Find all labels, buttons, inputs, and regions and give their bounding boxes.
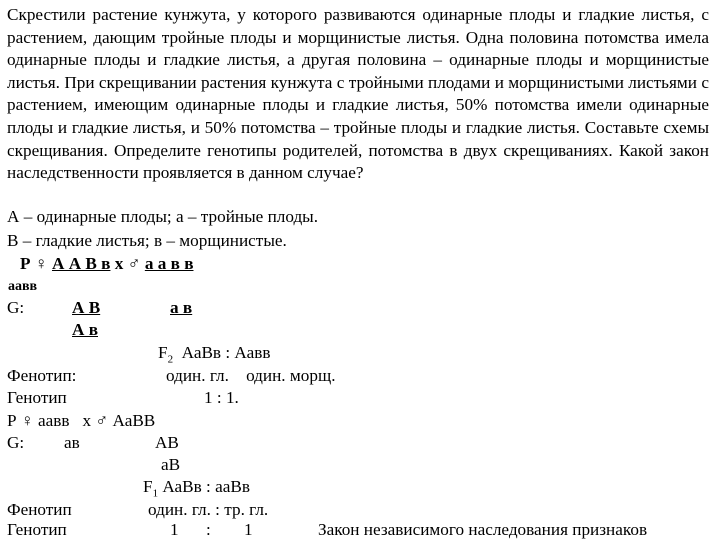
cross2-f-result: АаВв : ааВв xyxy=(162,477,250,496)
cross2-ratio-right: 1 xyxy=(244,520,253,539)
cross1-genotype-label: Генотип xyxy=(7,388,67,407)
cross2-male-genotype: АаВВ xyxy=(112,411,156,430)
legend-gene-a: А – одинарные плоды; а – тройные плоды. xyxy=(7,207,319,226)
female-symbol-icon: ♀ xyxy=(34,254,48,273)
cross1-parents xyxy=(20,254,193,274)
cross2-genotype-label: Генотип xyxy=(7,520,67,539)
cross2-ratio-colon: : xyxy=(206,520,211,539)
cross2-f-label: F xyxy=(143,477,153,496)
cross1-phenotype-label: Фенотип: xyxy=(7,366,77,385)
cross1-gamete-2: а в xyxy=(170,298,193,317)
male-symbol-icon: ♂ xyxy=(95,411,109,430)
cross1-cross-symbol: х xyxy=(114,254,124,273)
cross1-male-genotype: а а в в xyxy=(144,254,194,273)
cross1-female-genotype: А А В в xyxy=(51,254,111,273)
legend-gene-b: В – гладкие листья; в – морщинистые. xyxy=(7,231,287,250)
cross1-phenotype-values: один. гл. один. морщ. xyxy=(166,366,336,385)
cross2-f-sub: 1 xyxy=(152,487,159,500)
cross2-law: Закон независимого наследования признаков xyxy=(318,520,648,539)
cross2-gamete-1: ав xyxy=(64,433,80,452)
cross1-f-sub: 2 xyxy=(167,353,174,366)
cross2-gamete-3: аВ xyxy=(161,455,181,474)
cross2-parents xyxy=(7,411,155,431)
cross2-ratio-left: 1 xyxy=(170,520,179,539)
cross1-f-result: АаВв : Аавв xyxy=(181,343,271,362)
cross2-g-label: G: xyxy=(7,433,25,452)
problem-text: Скрестили растение кунжута, у которого развиваются одинарные плоды и гладкие листья, с растением, дающим тройные плоды и морщинистые листья. Одна половина потомства имела одинарные плоды и гладкие листья, а другая половина – одинарные плоды и морщинистые листья. При скрещивании растения кунжута с тройными плодами и морщинистыми листьями с растением, имеющим одинарные плоды и гладкие листья, 50% потомства имели одинарные плоды и гладкие листья, и 50% потомства – тройные плоды и гладкие листья. Составьте схемы скрещивания. Определите генотипы родителей, потомства в двух скрещиваниях. Какой закон наследственности проявляется в данном случае? xyxy=(7,5,709,183)
cross2-phenotype-values: один. гл. : тр. гл. xyxy=(148,500,269,519)
cross2-female-genotype: аавв xyxy=(38,411,70,430)
cross1-wrapped-note: аавв xyxy=(8,279,38,294)
female-symbol-icon: ♀ xyxy=(20,411,34,430)
cross1-gamete-1: А В xyxy=(72,298,101,317)
cross1-g-label: G: xyxy=(7,298,25,317)
male-symbol-icon: ♂ xyxy=(127,254,141,273)
cross1-f-label: F xyxy=(158,343,168,362)
cross1-p-label: Р xyxy=(20,254,31,273)
cross1-gamete-3: А в xyxy=(72,320,98,339)
cross2-cross-symbol: х xyxy=(82,411,92,430)
cross2-p-label: Р xyxy=(7,411,17,430)
cross1-genotype-ratio: 1 : 1. xyxy=(204,388,239,407)
cross2-phenotype-label: Фенотип xyxy=(7,500,72,519)
cross2-gamete-2: АВ xyxy=(155,433,179,452)
